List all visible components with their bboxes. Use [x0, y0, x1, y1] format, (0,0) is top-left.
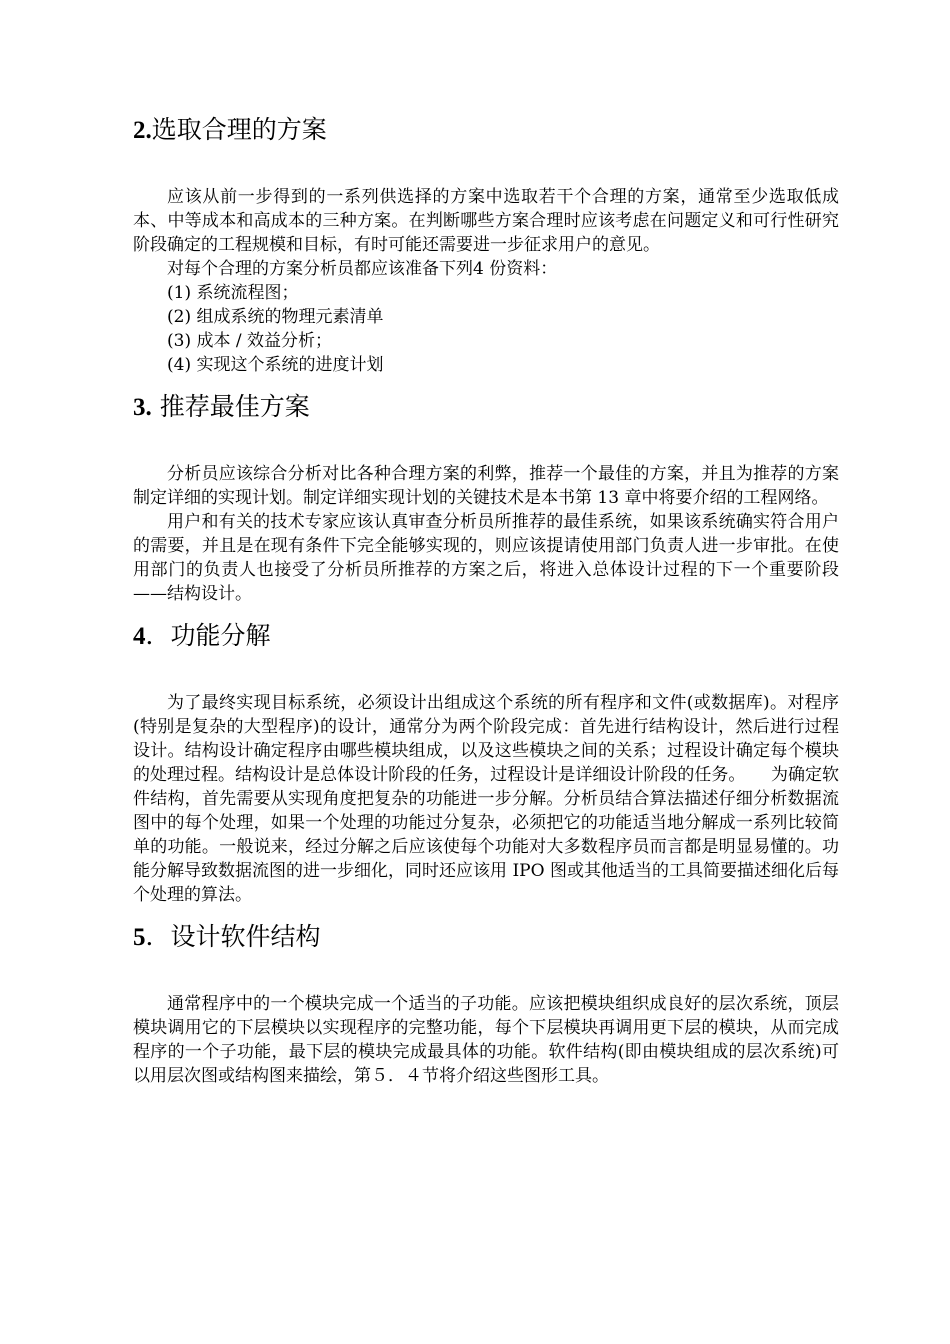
section-heading [133, 112, 839, 149]
paragraph: 分析员应该综合分析对比各种合理方案的利弊，推荐一个最佳的方案，并且为推荐的方案制定详细的实现计划。制定详细实现计划的关键技术是本书第 13 章中将要介绍的工程网络。 [133, 464, 839, 508]
materials-list [133, 281, 839, 377]
section-heading [133, 618, 839, 655]
section-number: 4 [133, 623, 146, 650]
paragraph: 为了最终实现目标系统，必须设计出组成这个系统的所有程序和文件(或数据库)。对程序(特别是复杂的大型程序)的设计，通常分为两个阶段完成：首先进行结构设计，然后进行过程设计。结构设计确定程序由哪些模块组成，以及这些模块之间的关系；过程设计确定每个模块的处理过程。结构设计是总体设计阶段的任务，过程设计是详细设计阶段的任务。 为确定软件结构，首先需要从实现角度把复杂的功能进一步分解。分析员结合算法描述仔细分析数据流图中的每个处理，如果一个处理的功能过分复杂，必须把它的功能适当地分解成一系列比较简单的功能。一般说来，经过分解之后应该使每个功能对大多数程序员而言都是明显易懂的。功能分解导致数据流图的进一步细化，同时还应该用 IPO 图或其他适当的工具简要描述细化后每个处理的算法。 [133, 693, 839, 905]
paragraph: 对每个合理的方案分析员都应该准备下列4 份资料： [167, 259, 558, 279]
section-title: ．设计软件结构 [145, 922, 321, 951]
paragraph: 应该从前一步得到的一系列供选择的方案中选取若干个合理的方案，通常至少选取低成本、中等成本和高成本的三种方案。在判断哪些方案合理时应该考虑在问题定义和可行性研究阶段确定的工程规模和目标，有时可能还需要进一步征求用户的意见。 [133, 187, 839, 255]
paragraph: 用户和有关的技术专家应该认真审查分析员所推荐的最佳系统，如果该系统确实符合用户的需要，并且是在现有条件下完全能够实现的，则应该提请使用部门负责人进一步审批。在使用部门的负责人也接受了分析员所推荐的方案之后，将进入总体设计过程的下一个重要阶段——结构设计。 [133, 512, 839, 604]
document-page [133, 112, 839, 1088]
section-number: 2. [133, 117, 152, 144]
list-item: (3) 成本 / 效益分析； [167, 331, 333, 351]
section-heading [133, 389, 839, 426]
list-item: (2) 组成系统的物理元素清单 [167, 307, 384, 327]
section-title: ．功能分解 [145, 621, 271, 650]
list-item: (1) 系统流程图； [167, 283, 299, 303]
section-number: 3. [133, 394, 152, 421]
section-title: 选取合理的方案 [151, 115, 327, 144]
section-heading [133, 919, 839, 956]
section-number: 5 [133, 924, 146, 951]
list-item: (4) 实现这个系统的进度计划 [167, 355, 384, 375]
paragraph: 通常程序中的一个模块完成一个适当的子功能。应该把模块组织成良好的层次系统，顶层模块调用它的下层模块以实现程序的完整功能，每个下层模块再调用更下层的模块，从而完成程序的一个子功能，最下层的模块完成最具体的功能。软件结构(即由模块组成的层次系统)可以用层次图或结构图来描绘，第５．４节将介绍这些图形工具。 [133, 994, 839, 1086]
section-title: 推荐最佳方案 [151, 392, 310, 421]
